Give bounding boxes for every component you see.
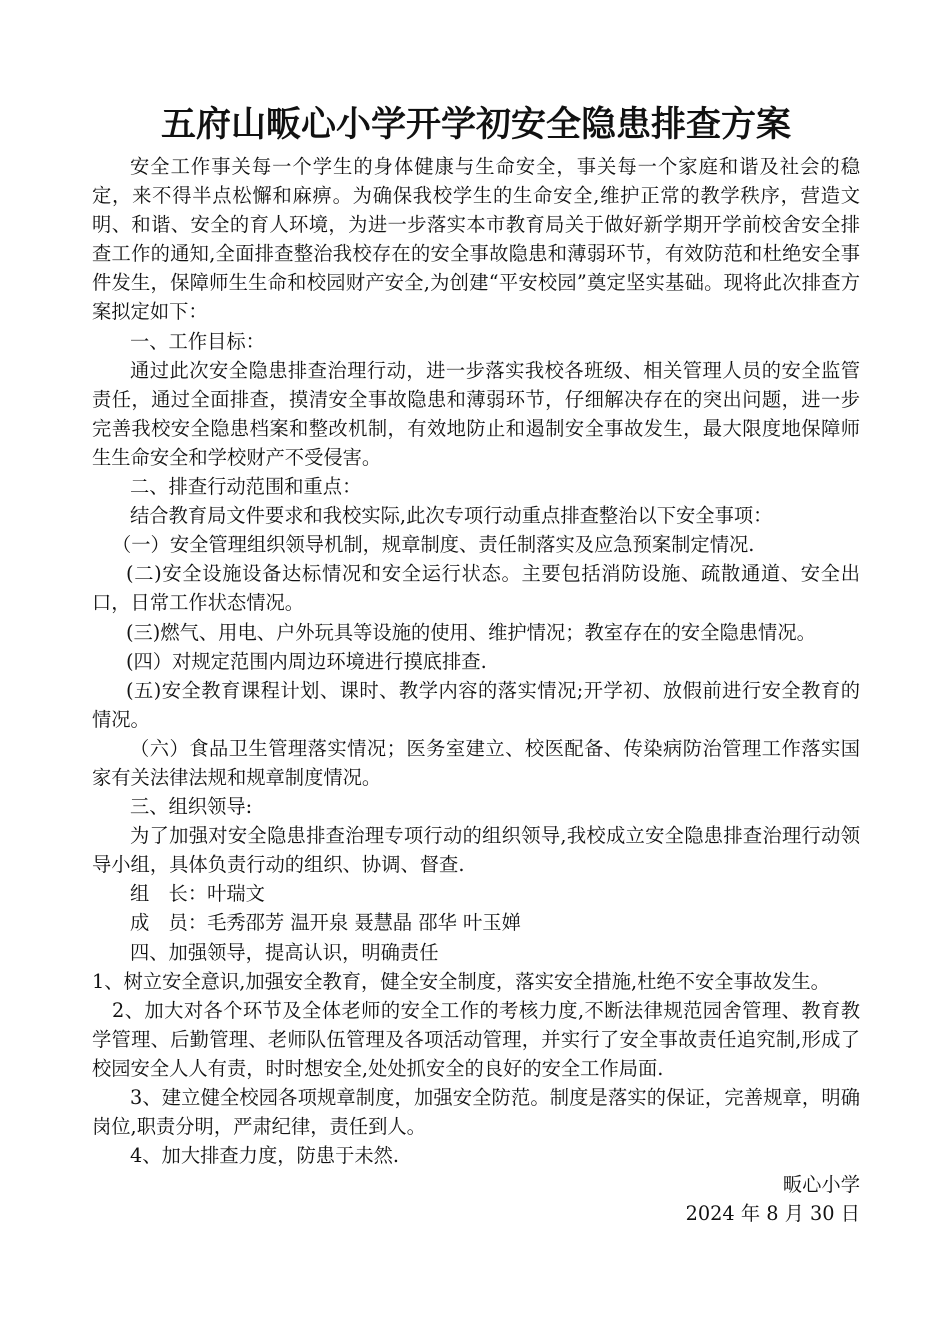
leadership-paragraph: 为了加强对安全隐患排查治理专项行动的组织领导,我校成立安全隐患排查治理行动领导小组，具体负责行动的组织、协调、督查.: [92, 824, 860, 877]
document-body: [92, 152, 860, 1228]
section-heading-responsibility: 四、加强领导，提高认识，明确责任: [130, 940, 439, 964]
signature-school: 畈心小学: [782, 1173, 860, 1197]
responsibility-item-2: 2、加大对各个环节及全体老师的安全工作的考核力度,不断法律规范园舍管理、教育教学管理、后勤管理、老师队伍管理及各项活动管理，并实行了安全事故责任追究制,形成了校园安全人人有责，时时想安全,处处抓安全的良好的安全工作局面.: [92, 998, 860, 1080]
responsibility-item-3: 3、建立健全校园各项规章制度，加强安全防范。制度是落实的保证，完善规章，明确岗位,职责分明，严肃纪律，责任到人。: [92, 1086, 860, 1139]
leader-line: 组 长：叶瑞文: [130, 882, 265, 906]
goals-paragraph: 通过此次安全隐患排查治理行动，进一步落实我校各班级、相关管理人员的安全监管责任，通过全面排查，摸清安全事故隐患和薄弱环节，仔细解决存在的突出问题，进一步完善我校安全隐患档案和整改机制，有效地防止和遏制安全事故发生，最大限度地保障师生生命安全和学校财产不受侵害。: [92, 358, 860, 469]
signature-date: 2024 年 8 月 30 日: [685, 1202, 860, 1226]
scope-item-5: (五)安全教育课程计划、课时、教学内容的落实情况;开学初、放假前进行安全教育的情况。: [92, 678, 860, 731]
scope-item-2: (二)安全设施设备达标情况和安全运行状态。主要包括消防设施、疏散通道、安全出口，日常工作状态情况。: [92, 562, 860, 615]
intro-paragraph: 安全工作事关每一个学生的身体健康与生命安全，事关每一个家庭和谐及社会的稳定，来不得半点松懈和麻痹。为确保我校学生的生命安全,维护正常的教学秩序，营造文明、和谐、安全的育人环境，为进一步落实本市教育局关于做好新学期开学前校舍安全排查工作的通知,全面排查整治我校存在的安全事故隐患和薄弱环节，有效防范和杜绝安全事件发生，保障师生生命和校园财产安全,为创建“平安校园”奠定坚实基础。现将此次排查方案拟定如下：: [92, 155, 860, 324]
responsibility-item-4: 4、加大排查力度，防患于未然.: [130, 1144, 400, 1168]
responsibility-item-1: 1、树立安全意识,加强安全教育，健全安全制度，落实安全措施,杜绝不安全事故发生。: [92, 969, 830, 993]
section-heading-goals: 一、工作目标：: [130, 329, 265, 353]
document-page: [92, 100, 860, 1228]
section-heading-scope: 二、排查行动范围和重点：: [130, 475, 362, 499]
scope-item-4: (四）对规定范围内周边环境进行摸底排查.: [126, 649, 487, 673]
document-title: 五府山畈心小学开学初安全隐患排查方案: [160, 104, 791, 145]
members-line: 成 员：毛秀邵芳 温开泉 聂慧晶 邵华 叶玉婵: [130, 911, 521, 935]
scope-item-6: （六）食品卫生管理落实情况；医务室建立、校医配备、传染病防治管理工作落实国家有关法律法规和规章制度情况。: [92, 736, 860, 789]
section-heading-leadership: 三、组织领导:: [130, 795, 253, 819]
scope-item-1: （一）安全管理组织领导机制，规章制度、责任制落实及应急预案制定情况.: [112, 533, 755, 557]
scope-paragraph: 结合教育局文件要求和我校实际,此次专项行动重点排查整治以下安全事项：: [130, 504, 773, 528]
scope-item-3: (三)燃气、用电、户外玩具等设施的使用、维护情况；教室存在的安全隐患情况。: [126, 620, 816, 644]
